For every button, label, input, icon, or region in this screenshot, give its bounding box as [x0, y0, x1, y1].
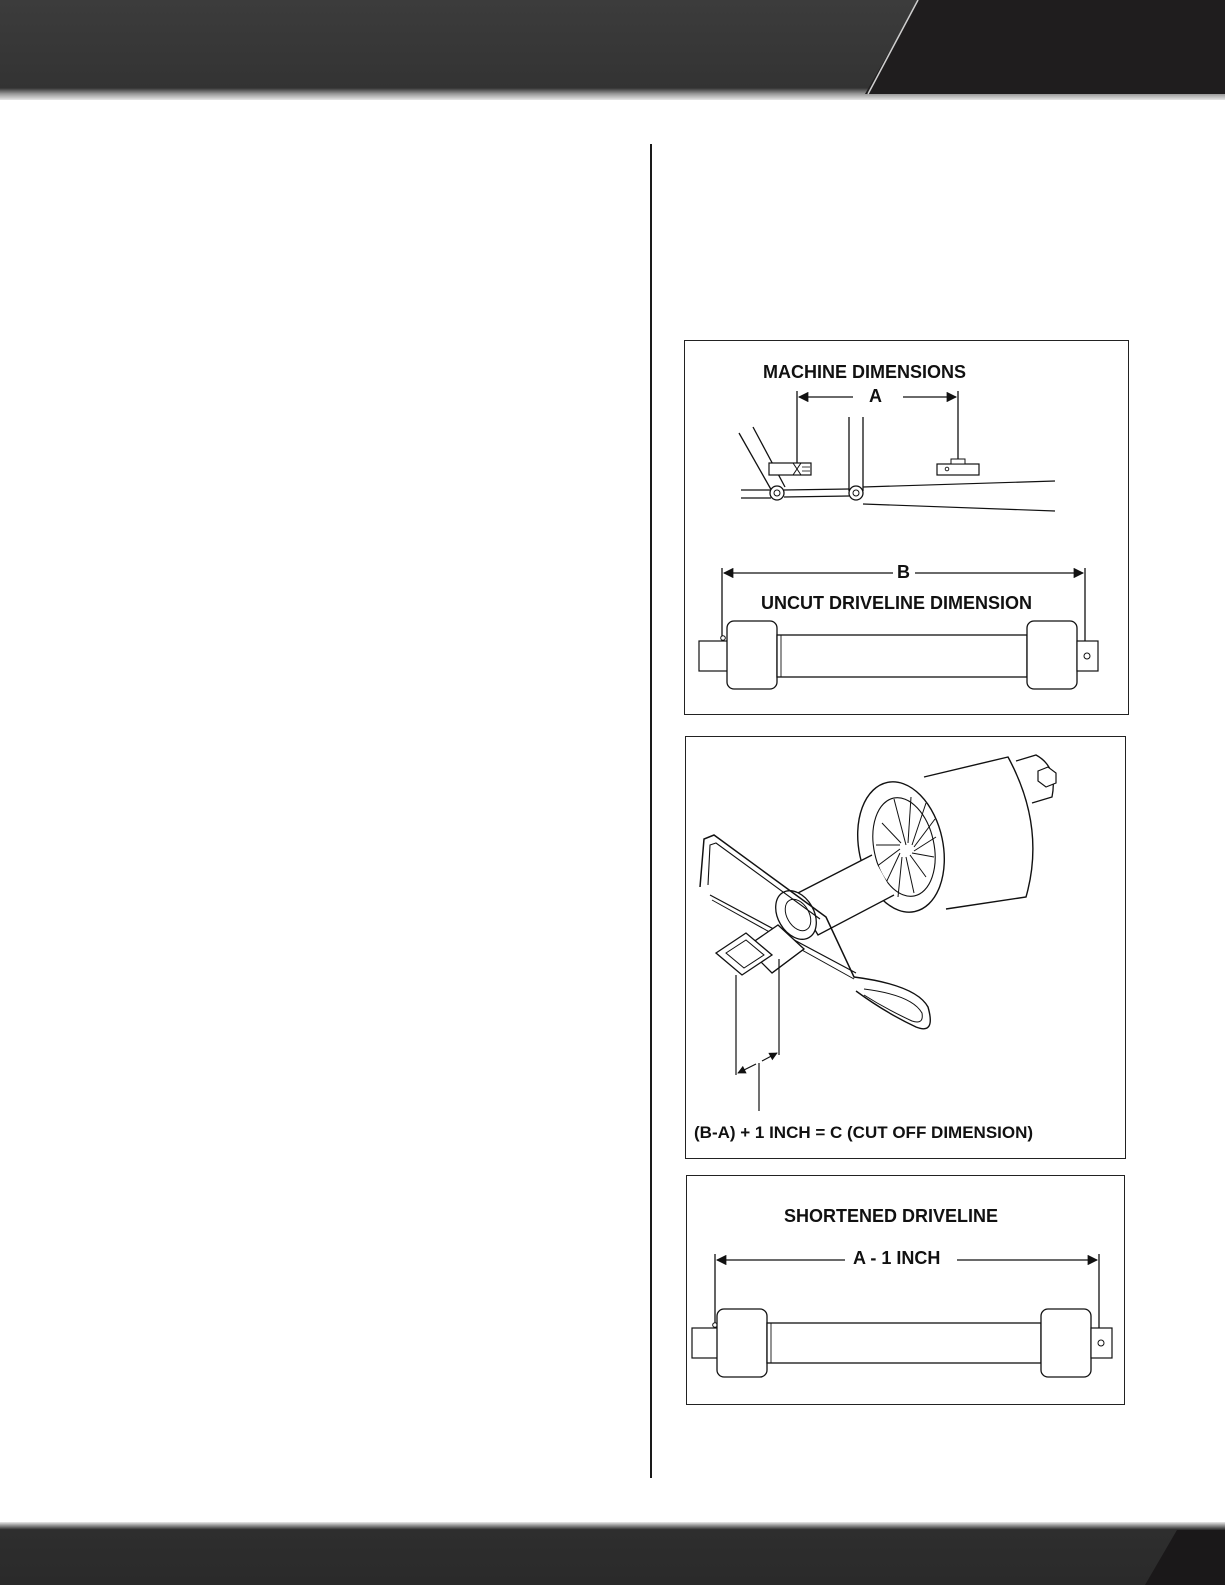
shortened-dimension-label: A - 1 INCH — [853, 1248, 941, 1268]
machine-dimensions-title: MACHINE DIMENSIONS — [763, 362, 967, 382]
header-slash-line — [0, 0, 1225, 100]
figure-machine-dimensions — [684, 340, 1129, 715]
shortened-driveline-title: SHORTENED DRIVELINE — [784, 1206, 999, 1226]
cut-off-caption: (B-A) + 1 INCH = C (CUT OFF DIMENSION) — [694, 1123, 1034, 1142]
figure-shortened-driveline — [686, 1175, 1125, 1405]
page-footer — [0, 1522, 1225, 1585]
dimension-b-label: B — [897, 562, 910, 582]
column-divider — [650, 144, 652, 1478]
uncut-driveline-title: UNCUT DRIVELINE DIMENSION — [761, 593, 1033, 613]
machine-dimension-drawing — [685, 341, 1130, 716]
figure-cut-off-dimension — [685, 736, 1126, 1159]
dimension-a-label: A — [869, 386, 882, 406]
cut-off-drawing — [686, 737, 1127, 1160]
